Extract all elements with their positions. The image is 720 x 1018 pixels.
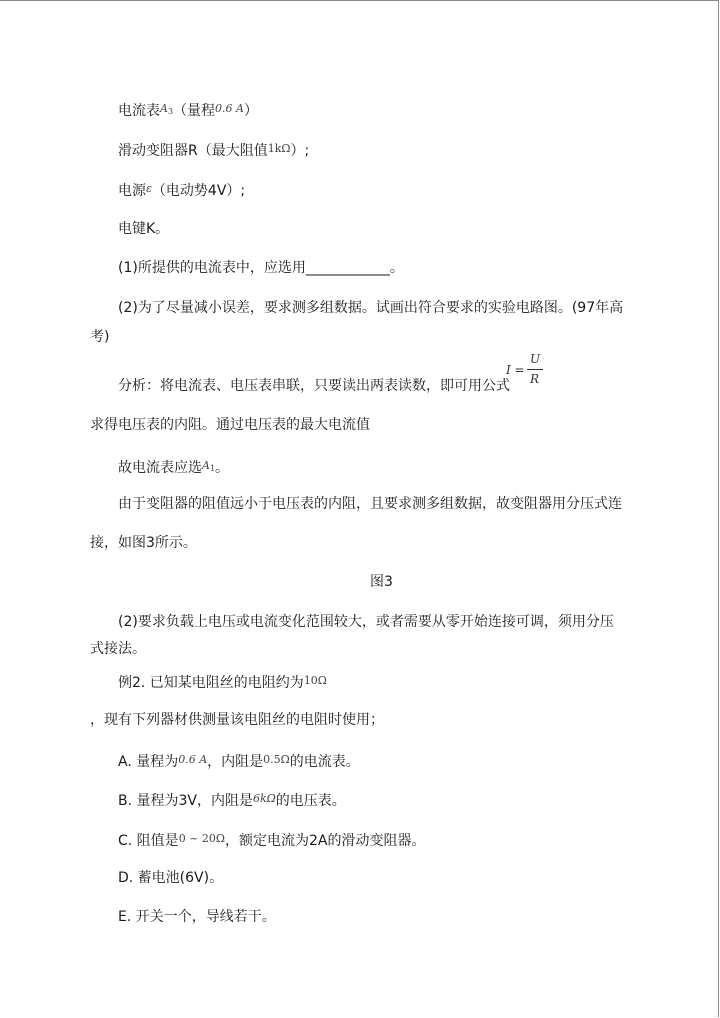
text-line-result (90, 416, 370, 434)
line-text: 例2. 已知某电阻丝的电阻约为 (118, 675, 304, 691)
line-text: 分析：将电流表、电压表串联，只要读出两表读数，即可用公式 (118, 378, 510, 394)
line-text: 故电流表应选 (118, 460, 202, 476)
formula-lhs: I = (506, 363, 525, 377)
line-text: 由于变阻器的阻值远小于电压表的内阻，且要求测多组数据，故变阻器用分压式连 (118, 496, 622, 512)
line-text: (1)所提供的电流表中，应选用____________。 (118, 260, 404, 276)
math-symbol: ε (146, 182, 152, 195)
line-text: 电源 (118, 183, 146, 199)
text-line-analysis (118, 377, 510, 395)
math-value: 0.6 A (178, 753, 208, 766)
line-text: ，现有下列器材供测量该电阻丝的电阻时使用； (90, 712, 384, 728)
line-text: 。 (215, 460, 230, 476)
formula-numerator: U (530, 352, 541, 366)
option-c (118, 830, 426, 850)
line-text: ）; (290, 143, 310, 159)
line-text: 电流表 (118, 103, 160, 119)
line-text: E. 开关一个，导线若干。 (118, 909, 276, 925)
math-symbol (160, 102, 173, 115)
symbol: A (202, 459, 210, 472)
text-line-question-2-cont (90, 328, 109, 346)
subscript: 3 (167, 107, 174, 116)
line-text: 的电压表。 (275, 793, 346, 809)
text-line-choose-a1 (118, 457, 229, 478)
line-text: ，内阻是 (207, 754, 264, 770)
option-a (118, 751, 360, 771)
line-text: 电键K。 (118, 221, 170, 237)
line-text: 接，如图3所示。 (90, 535, 197, 551)
text-line-question-1 (118, 259, 404, 277)
line-text: 式接法。 (90, 641, 146, 657)
line-text: 求得电压表的内阻。通过电压表的最大电流值 (90, 417, 370, 433)
subscript: 1 (209, 464, 216, 473)
text-line-ammeter-a3 (118, 100, 258, 121)
line-text: （电动势4V）; (151, 183, 246, 199)
line-text: 的电流表。 (289, 754, 360, 770)
option-b (118, 790, 346, 810)
line-text: ） (243, 103, 258, 119)
ohm-formula (506, 352, 550, 392)
math-value: 0.6 A (215, 102, 244, 115)
caption-text: 图3 (370, 574, 393, 590)
line-text: 滑动变阻器R（最大阻值 (118, 143, 268, 159)
line-text: ，额定电流为2A的滑动变阻器。 (225, 833, 426, 849)
line-text: (2)要求负载上电压或电流变化范围较大，或者需要从零开始连接可调，须用分压 (118, 614, 614, 630)
text-line-question-2 (118, 299, 623, 317)
text-line-switch (118, 220, 169, 238)
line-text: （量程 (173, 103, 216, 119)
formula-denominator: R (530, 372, 540, 386)
math-value: 1kΩ (267, 142, 291, 155)
text-line-rheostat (118, 140, 309, 160)
text-line-example-2 (118, 672, 327, 692)
math-value: 6kΩ (253, 792, 276, 805)
text-line-equipment (90, 711, 384, 729)
line-text: B. 量程为3V，内阻是 (118, 793, 253, 809)
line-text: (2)为了尽量减小误差，要求测多组数据。试画出符合要求的实验电路图。(97年高 (118, 300, 624, 316)
math-value: 0 ~ 20Ω (178, 832, 226, 845)
option-e (118, 908, 276, 926)
text-line-note-2 (118, 613, 614, 631)
text-line-power-source (118, 180, 245, 200)
math-symbol (202, 459, 215, 472)
line-text: A. 量程为 (118, 754, 179, 770)
math-value: 0.5Ω (263, 753, 290, 766)
text-line-note-2-cont (90, 640, 146, 658)
line-text: C. 阻值是 (118, 833, 179, 849)
math-value: 10Ω (303, 674, 327, 687)
text-line-divider-explain (118, 495, 622, 513)
option-d (118, 869, 223, 887)
text-line-divider-explain-cont (90, 534, 197, 552)
line-text: D. 蓄电池(6V)。 (118, 870, 224, 886)
line-text: 考) (90, 329, 110, 345)
fraction-bar (527, 369, 543, 370)
figure-caption (370, 573, 393, 591)
symbol: A (160, 102, 168, 115)
